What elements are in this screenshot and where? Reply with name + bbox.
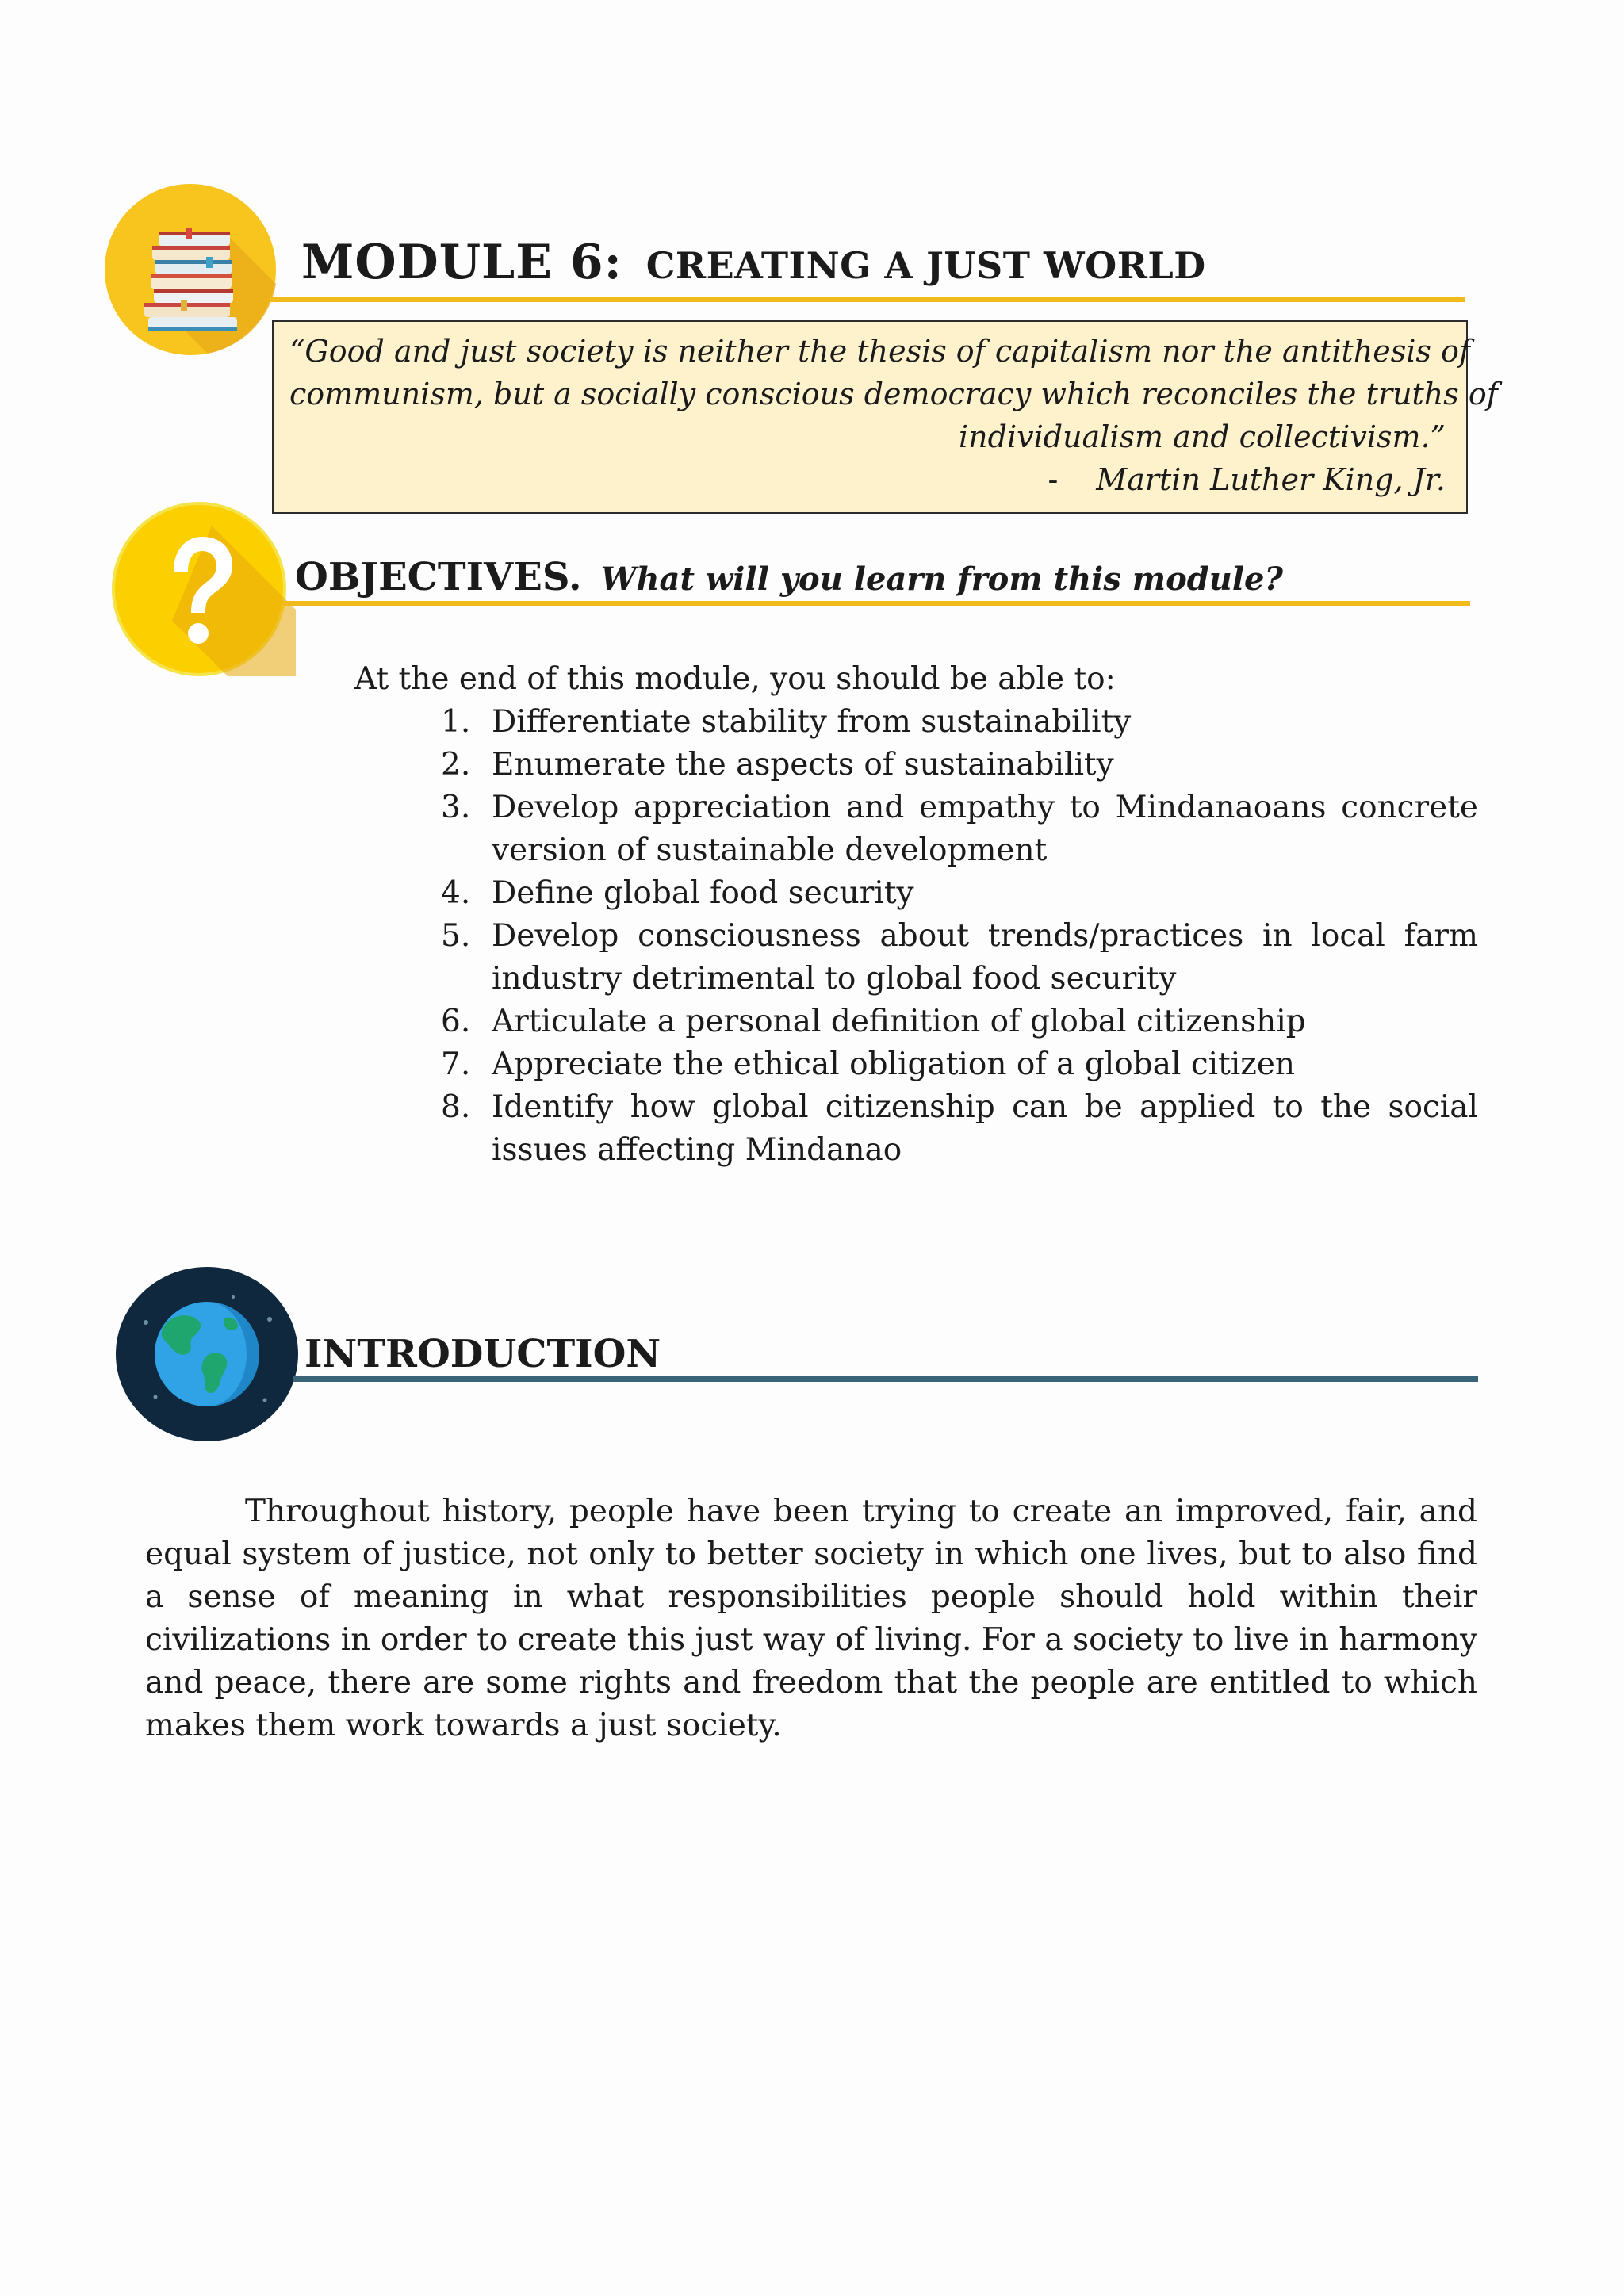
objectives-title: OBJECTIVES. xyxy=(295,555,582,599)
quote-line: “Good and just society is neither the thesis of capitalism nor the antithesis of xyxy=(289,334,1470,369)
objectives-heading xyxy=(295,555,1283,599)
list-number: 1. xyxy=(441,704,471,740)
list-number: 5. xyxy=(441,918,471,954)
quote-dash: - xyxy=(1048,462,1059,497)
list-text: Identify how global citizenship can be applied to the social issues affecting Mindanao xyxy=(492,1089,1478,1168)
list-item xyxy=(441,744,1478,786)
list-text: Differentiate stability from sustainability xyxy=(492,704,1132,740)
list-number: 8. xyxy=(441,1089,471,1125)
module-rule xyxy=(270,297,1465,302)
quote-line: communism, but a socially conscious democracy which reconciles the truths of xyxy=(289,377,1498,411)
list-text: Appreciate the ethical obligation of a global citizen xyxy=(492,1047,1296,1082)
list-item xyxy=(441,1043,1478,1086)
list-text: Develop consciousness about trends/practices in local farm industry detrimental to global food security xyxy=(492,918,1478,997)
list-number: 3. xyxy=(441,790,471,825)
objectives-intro: At the end of this module, you should be able to: xyxy=(354,661,1116,697)
list-item xyxy=(441,1001,1478,1043)
introduction-paragraph: Throughout history, people have been trying to create an improved, fair, and equal system of justice, not only to better society in which one lives, but to also find a sense of meaning in what responsibilities people should hold within their civilizations in order to create this just way of living. For a society to live in harmony and peace, there are some rights and freedom that the people are entitled to which makes them work towards a just society. xyxy=(145,1494,1477,1743)
quote-attribution xyxy=(289,458,1446,501)
list-text: Develop appreciation and empathy to Mindanaoans concrete version of sustainable development xyxy=(492,790,1478,868)
objectives-rule xyxy=(282,601,1470,606)
objectives-subtitle: What will you learn from this module? xyxy=(600,561,1283,598)
list-item xyxy=(441,915,1478,1001)
module-number: MODULE 6: xyxy=(301,235,622,290)
introduction-rule xyxy=(293,1376,1478,1382)
module-title xyxy=(301,235,1206,290)
quote-author: Martin Luther King, Jr. xyxy=(1096,462,1446,497)
globe-icon xyxy=(114,1265,300,1443)
list-item xyxy=(441,1086,1478,1172)
list-number: 2. xyxy=(441,747,471,783)
objectives-list xyxy=(441,701,1478,1172)
list-item xyxy=(441,872,1478,915)
list-number: 4. xyxy=(441,875,471,911)
quote-box xyxy=(272,320,1498,514)
question-mark-icon xyxy=(109,502,296,676)
list-text: Enumerate the aspects of sustainability xyxy=(492,747,1114,783)
list-text: Define global food security xyxy=(492,875,914,911)
list-text: Articulate a personal definition of global citizenship xyxy=(492,1004,1306,1039)
list-item xyxy=(441,701,1478,744)
module-subtitle: CREATING A JUST WORLD xyxy=(645,244,1206,287)
list-number: 6. xyxy=(441,1004,471,1039)
list-number: 7. xyxy=(441,1047,471,1082)
books-icon xyxy=(105,184,276,355)
introduction-title: INTRODUCTION xyxy=(304,1332,661,1376)
quote-line: individualism and collectivism.” xyxy=(959,419,1446,454)
list-item xyxy=(441,786,1478,872)
